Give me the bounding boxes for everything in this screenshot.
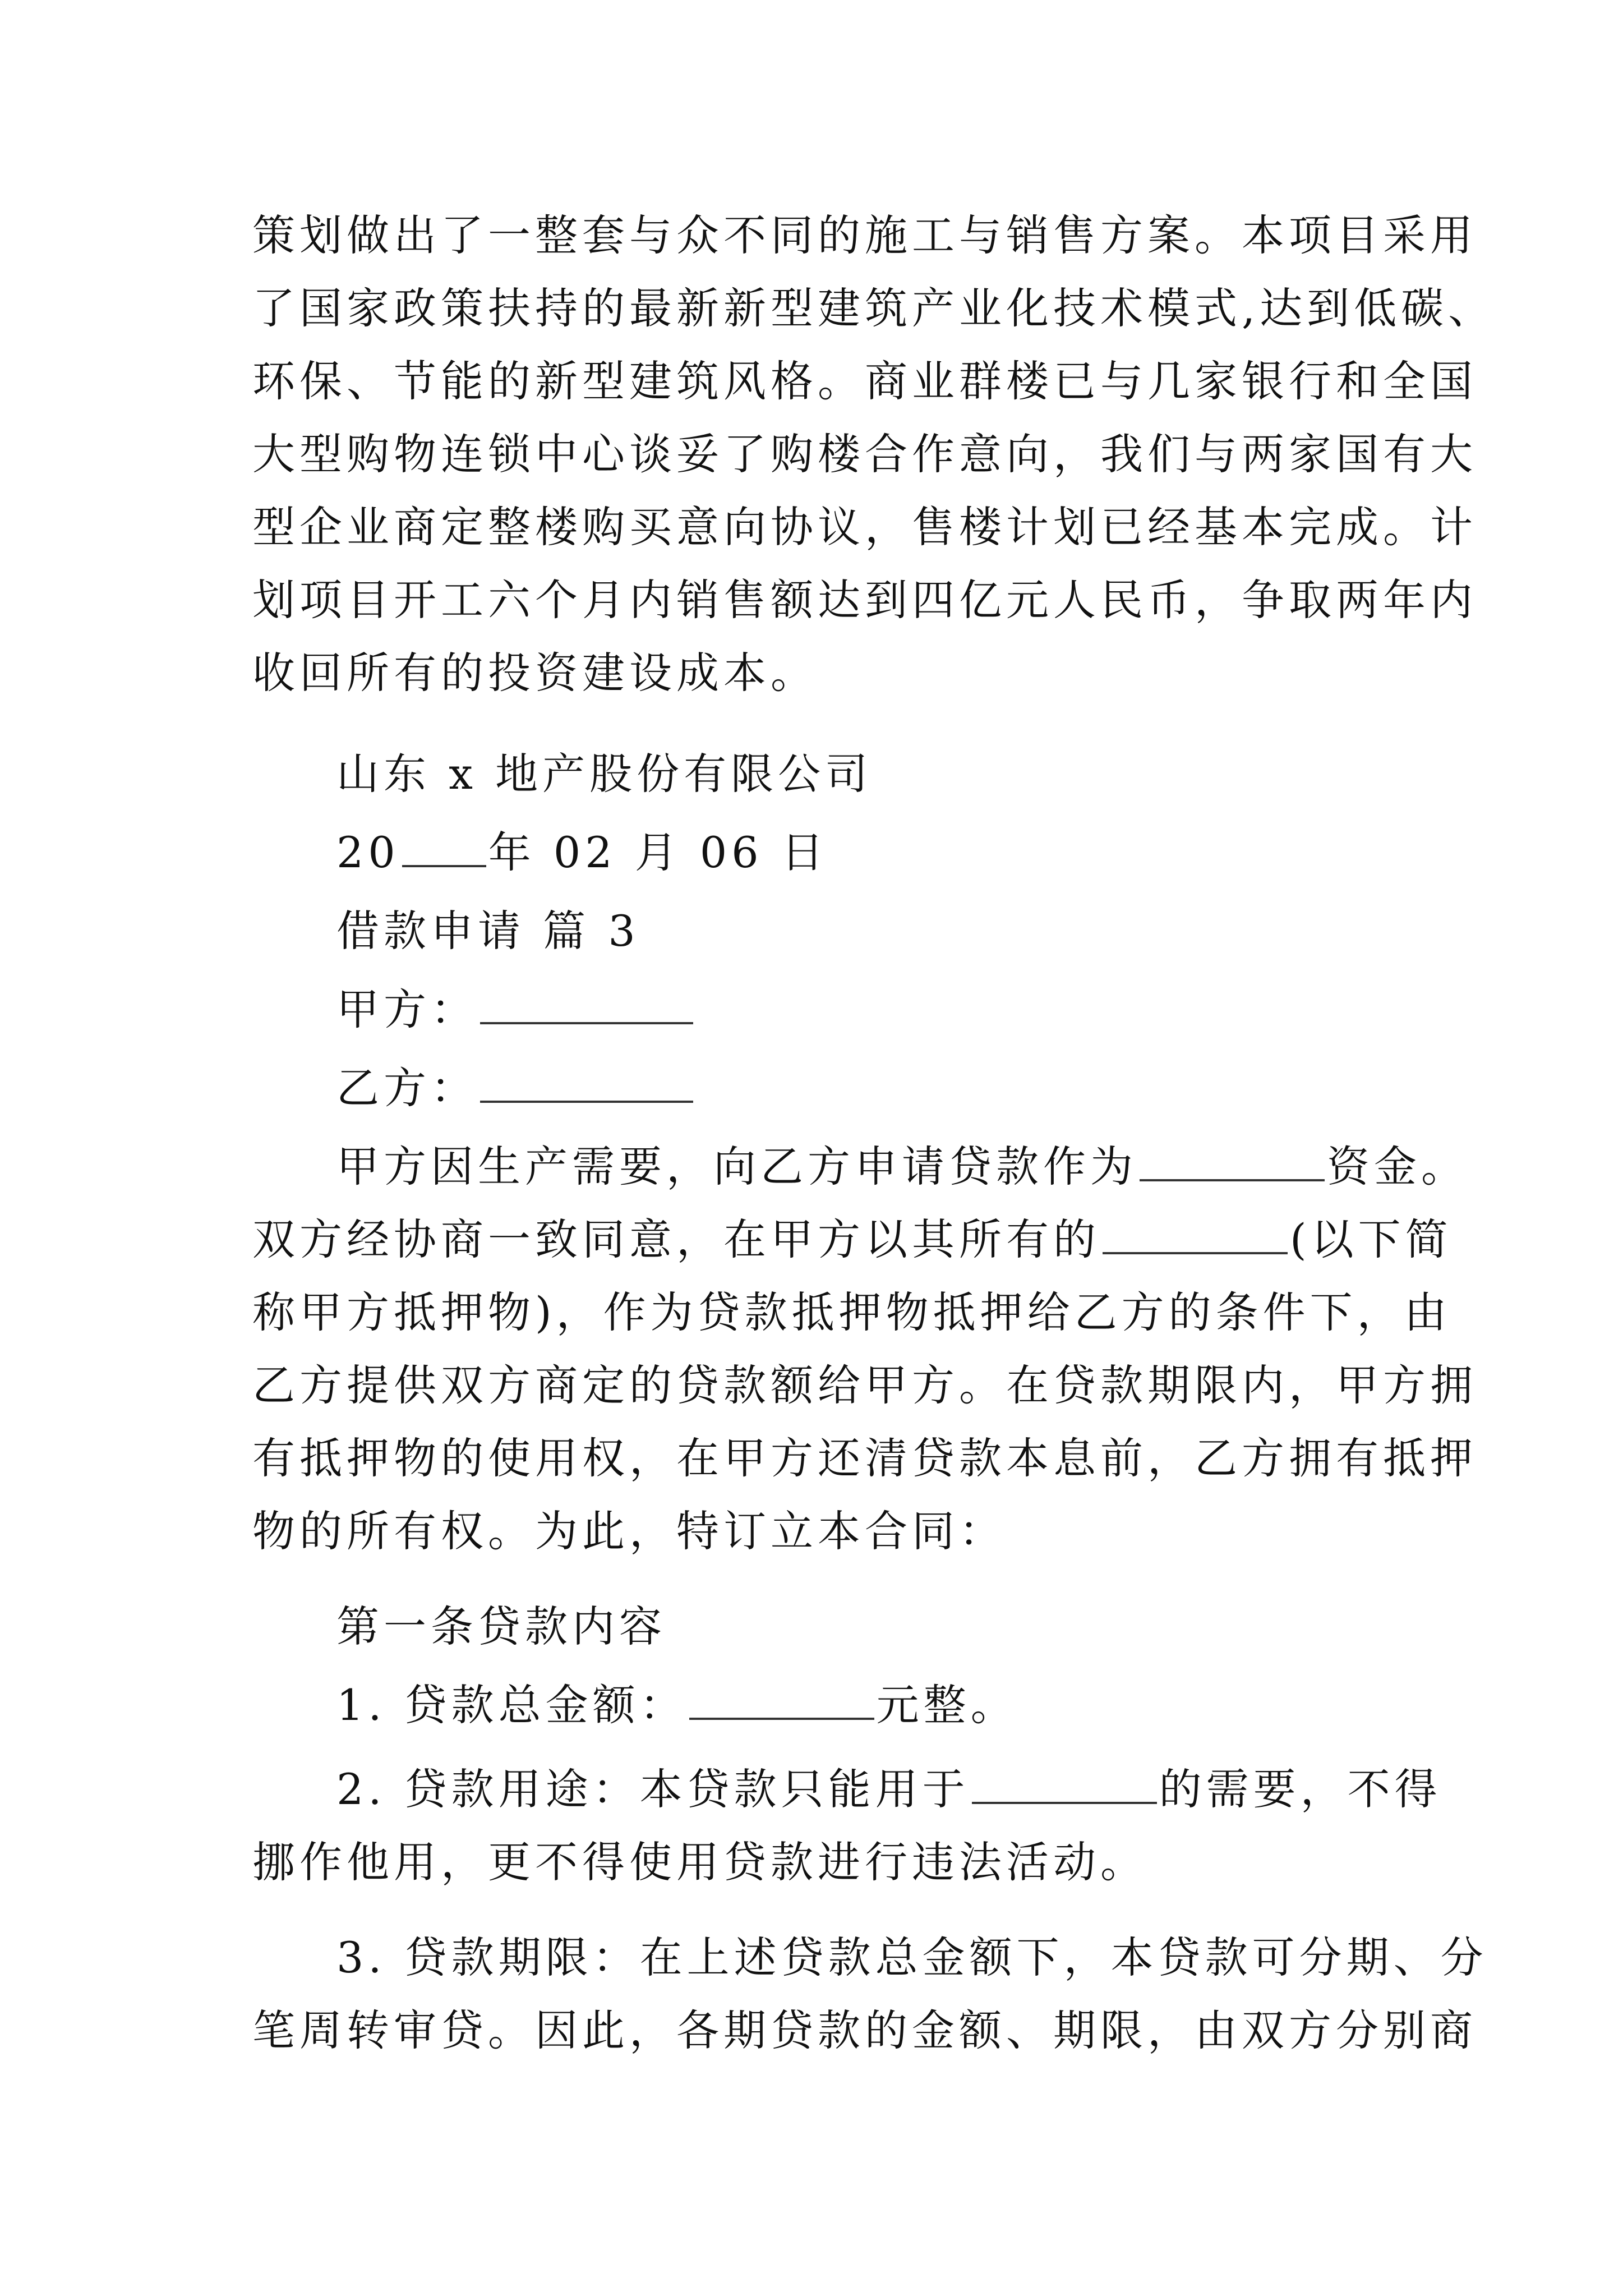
date-year-blank (402, 821, 486, 867)
paragraph-line: 划项目开工六个月内销售额达到四亿元人民币，争取两年内 (252, 575, 1477, 625)
article-title: 第一条贷款内容 (336, 1602, 666, 1651)
paragraph-line: 策划做出了一整套与众不同的施工与销售方案。本项目采用 (252, 210, 1477, 260)
text-segment: 的需要，不得 (1159, 1764, 1442, 1814)
paragraph-line (252, 1206, 1453, 1273)
section-title: 借款申请 篇 3 (336, 906, 640, 956)
party-a-label: 甲方： (336, 984, 478, 1034)
text-segment: 甲方因生产需要，向乙方申请贷款作为 (336, 1142, 1137, 1191)
date-prefix: 20 (336, 827, 400, 877)
paragraph-line: 乙方提供双方商定的贷款额给甲方。在贷款期限内，甲方拥 (252, 1360, 1477, 1410)
paragraph-line: 收回所有的投资建设成本。 (252, 648, 818, 698)
party-a-blank (480, 978, 693, 1024)
item-3: 3. 贷款期限：在上述贷款总金额下，本贷款可分期、分 (336, 1932, 1488, 1982)
paragraph-line: 了国家政策扶持的最新新型建筑产业化技术模式,达到低碳、 (252, 283, 1496, 333)
party-b-label: 乙方： (336, 1063, 478, 1113)
paragraph-line: 物的所有权。为此，特订立本合同： (252, 1506, 1006, 1556)
party-a-line (336, 976, 695, 1043)
paragraph-line: 环保、节能的新型建筑风格。商业群楼已与几家银行和全国 (252, 356, 1477, 406)
paragraph-line: 笔周转审贷。因此，各期贷款的金额、期限，由双方分别商 (252, 2005, 1477, 2055)
purpose-blank (1140, 1135, 1325, 1181)
signature-date (336, 819, 828, 886)
text-segment: 1. 贷款总金额： (336, 1680, 687, 1730)
text-segment: (以下简 (1290, 1214, 1453, 1264)
text-segment: 资金。 (1327, 1142, 1468, 1191)
text-segment: 元整。 (876, 1680, 1018, 1730)
usage-blank (972, 1758, 1157, 1804)
party-b-blank (480, 1057, 693, 1103)
paragraph-line (336, 1133, 1468, 1200)
paragraph-line: 有抵押物的使用权，在甲方还清贷款本息前，乙方拥有抵押 (252, 1433, 1477, 1483)
item-1 (336, 1672, 1018, 1739)
party-b-line (336, 1055, 695, 1122)
collateral-blank (1103, 1208, 1288, 1254)
item-2 (336, 1756, 1442, 1823)
paragraph-line: 大型购物连锁中心谈妥了购楼合作意向，我们与两家国有大 (252, 429, 1477, 479)
paragraph-line: 挪作他用，更不得使用贷款进行违法活动。 (252, 1837, 1147, 1887)
paragraph-line: 称甲方抵押物)，作为贷款抵押物抵押给乙方的条件下，由 (252, 1287, 1451, 1337)
paragraph-line: 型企业商定整楼购买意向协议，售楼计划已经基本完成。计 (252, 502, 1477, 552)
date-suffix: 年 02 月 06 日 (488, 827, 828, 877)
text-segment: 2. 贷款用途：本贷款只能用于 (336, 1764, 970, 1814)
company-name: 山东 x 地产股份有限公司 (336, 749, 873, 799)
text-segment: 双方经协商一致同意，在甲方以其所有的 (252, 1214, 1100, 1264)
amount-blank (689, 1674, 874, 1720)
